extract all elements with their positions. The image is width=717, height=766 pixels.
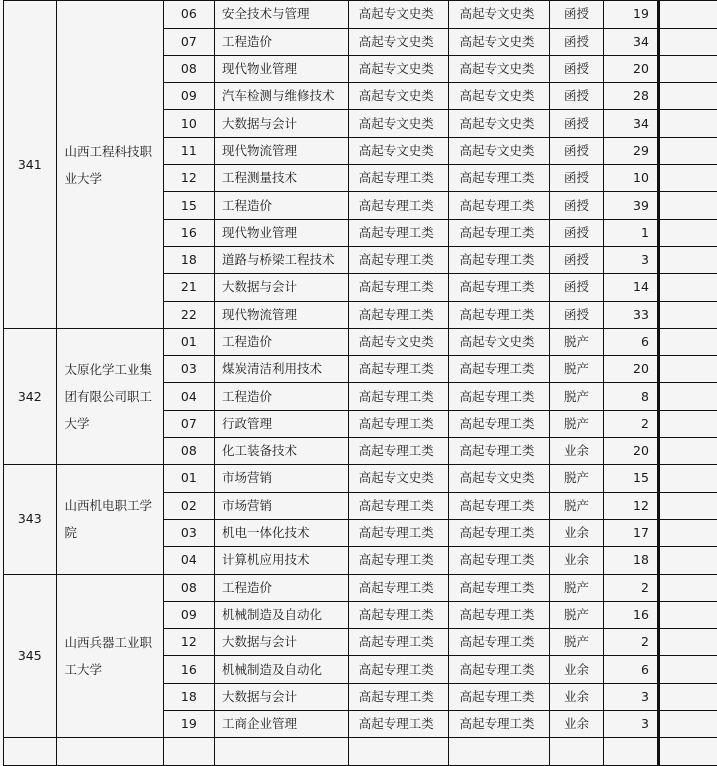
exam-category-cell: 高起专文史类 (449, 55, 550, 82)
major-name-cell: 安全技术与管理 (215, 1, 349, 28)
remarks-cell (658, 192, 717, 219)
study-mode-cell: 业余 (550, 683, 604, 710)
major-name-cell: 市场营销 (215, 492, 349, 519)
cell (658, 738, 717, 765)
major-name-cell: 大数据与会计 (215, 629, 349, 656)
category-cell: 高起专文史类 (348, 328, 449, 355)
category-cell: 高起专理工类 (348, 410, 449, 437)
remarks-cell (658, 547, 717, 574)
major-name-cell: 工程测量技术 (215, 165, 349, 192)
plan-count-cell: 19 (603, 1, 658, 28)
remarks-cell (658, 519, 717, 546)
cell (449, 738, 550, 765)
plan-count-cell: 1 (603, 219, 658, 246)
exam-category-cell: 高起专理工类 (449, 410, 550, 437)
major-name-cell: 机电一体化技术 (215, 519, 349, 546)
exam-category-cell: 高起专理工类 (449, 301, 550, 328)
major-code-cell: 18 (163, 683, 214, 710)
category-cell: 高起专理工类 (348, 601, 449, 628)
remarks-cell (658, 711, 717, 738)
exam-category-cell: 高起专文史类 (449, 465, 550, 492)
category-cell: 高起专理工类 (348, 274, 449, 301)
category-cell: 高起专理工类 (348, 519, 449, 546)
exam-category-cell: 高起专理工类 (449, 711, 550, 738)
exam-category-cell: 高起专理工类 (449, 547, 550, 574)
category-cell: 高起专文史类 (348, 55, 449, 82)
major-code-cell: 03 (163, 519, 214, 546)
exam-category-cell: 高起专理工类 (449, 356, 550, 383)
remarks-cell (658, 328, 717, 355)
exam-category-cell: 高起专文史类 (449, 1, 550, 28)
exam-category-cell: 高起专理工类 (449, 274, 550, 301)
major-code-cell: 21 (163, 274, 214, 301)
plan-count-cell: 39 (603, 192, 658, 219)
remarks-cell (658, 165, 717, 192)
study-mode-cell: 脱产 (550, 383, 604, 410)
major-name-cell: 汽车检测与维修技术 (215, 83, 349, 110)
category-cell: 高起专文史类 (348, 28, 449, 55)
school-name-cell: 山西工程科技职业大学 (56, 1, 163, 329)
category-cell: 高起专理工类 (348, 547, 449, 574)
major-code-cell: 04 (163, 547, 214, 574)
major-name-cell: 市场营销 (215, 465, 349, 492)
remarks-cell (658, 492, 717, 519)
study-mode-cell: 函授 (550, 165, 604, 192)
school-code-cell: 341 (4, 1, 57, 329)
plan-count-cell: 28 (603, 83, 658, 110)
major-name-cell: 大数据与会计 (215, 110, 349, 137)
table-row (4, 1, 717, 28)
category-cell: 高起专理工类 (348, 246, 449, 273)
plan-count-cell: 18 (603, 547, 658, 574)
plan-count-cell: 6 (603, 656, 658, 683)
plan-count-cell: 8 (603, 383, 658, 410)
study-mode-cell: 脱产 (550, 410, 604, 437)
major-name-cell: 工程造价 (215, 192, 349, 219)
study-mode-cell: 业余 (550, 547, 604, 574)
major-name-cell: 大数据与会计 (215, 683, 349, 710)
category-cell: 高起专理工类 (348, 219, 449, 246)
exam-category-cell: 高起专理工类 (449, 246, 550, 273)
study-mode-cell: 函授 (550, 110, 604, 137)
plan-count-cell: 33 (603, 301, 658, 328)
major-code-cell: 01 (163, 465, 214, 492)
cell (215, 738, 349, 765)
major-code-cell: 04 (163, 383, 214, 410)
remarks-cell (658, 83, 717, 110)
major-code-cell: 15 (163, 192, 214, 219)
cell (348, 738, 449, 765)
category-cell: 高起专理工类 (348, 683, 449, 710)
remarks-cell (658, 410, 717, 437)
plan-count-cell: 2 (603, 410, 658, 437)
exam-category-cell: 高起专理工类 (449, 219, 550, 246)
exam-category-cell: 高起专理工类 (449, 438, 550, 465)
cell (4, 738, 57, 765)
table-row (4, 465, 717, 492)
study-mode-cell: 函授 (550, 28, 604, 55)
exam-category-cell: 高起专理工类 (449, 656, 550, 683)
category-cell: 高起专文史类 (348, 137, 449, 164)
major-name-cell: 现代物业管理 (215, 55, 349, 82)
major-code-cell: 09 (163, 83, 214, 110)
major-name-cell: 计算机应用技术 (215, 547, 349, 574)
school-name-cell: 山西兵器工业职工大学 (56, 574, 163, 738)
study-mode-cell: 业余 (550, 656, 604, 683)
major-name-cell: 行政管理 (215, 410, 349, 437)
major-code-cell: 08 (163, 55, 214, 82)
major-code-cell: 06 (163, 1, 214, 28)
major-name-cell: 现代物流管理 (215, 301, 349, 328)
cell (56, 738, 163, 765)
study-mode-cell: 脱产 (550, 356, 604, 383)
major-code-cell: 03 (163, 356, 214, 383)
plan-count-cell: 3 (603, 683, 658, 710)
major-code-cell: 12 (163, 165, 214, 192)
study-mode-cell: 脱产 (550, 574, 604, 601)
remarks-cell (658, 28, 717, 55)
plan-count-cell: 34 (603, 110, 658, 137)
category-cell: 高起专理工类 (348, 356, 449, 383)
study-mode-cell: 脱产 (550, 492, 604, 519)
major-code-cell: 01 (163, 328, 214, 355)
major-code-cell: 10 (163, 110, 214, 137)
study-mode-cell: 业余 (550, 519, 604, 546)
major-code-cell: 22 (163, 301, 214, 328)
study-mode-cell: 脱产 (550, 601, 604, 628)
table-row (4, 574, 717, 601)
study-mode-cell: 脱产 (550, 629, 604, 656)
study-mode-cell: 函授 (550, 274, 604, 301)
major-name-cell: 机械制造及自动化 (215, 601, 349, 628)
exam-category-cell: 高起专文史类 (449, 110, 550, 137)
exam-category-cell: 高起专文史类 (449, 83, 550, 110)
remarks-cell (658, 438, 717, 465)
plan-count-cell: 15 (603, 465, 658, 492)
exam-category-cell: 高起专理工类 (449, 519, 550, 546)
exam-category-cell: 高起专文史类 (449, 137, 550, 164)
school-code-cell: 345 (4, 574, 57, 738)
major-name-cell: 煤炭清洁利用技术 (215, 356, 349, 383)
major-name-cell: 工程造价 (215, 383, 349, 410)
study-mode-cell: 业余 (550, 711, 604, 738)
category-cell: 高起专理工类 (348, 165, 449, 192)
study-mode-cell: 函授 (550, 301, 604, 328)
school-code-cell: 343 (4, 465, 57, 574)
exam-category-cell: 高起专文史类 (449, 28, 550, 55)
remarks-cell (658, 683, 717, 710)
major-code-cell: 16 (163, 656, 214, 683)
remarks-cell (658, 629, 717, 656)
enrollment-table-container (3, 0, 717, 766)
major-name-cell: 机械制造及自动化 (215, 656, 349, 683)
major-name-cell: 工商企业管理 (215, 711, 349, 738)
exam-category-cell: 高起专理工类 (449, 383, 550, 410)
major-name-cell: 工程造价 (215, 28, 349, 55)
major-name-cell: 现代物流管理 (215, 137, 349, 164)
school-name-cell: 太原化学工业集团有限公司职工大学 (56, 328, 163, 464)
enrollment-plan-table (3, 0, 717, 766)
cell (603, 738, 658, 765)
plan-count-cell: 3 (603, 246, 658, 273)
plan-count-cell: 29 (603, 137, 658, 164)
major-name-cell: 化工装备技术 (215, 438, 349, 465)
plan-count-cell: 6 (603, 328, 658, 355)
study-mode-cell: 函授 (550, 246, 604, 273)
major-code-cell: 18 (163, 246, 214, 273)
exam-category-cell: 高起专理工类 (449, 601, 550, 628)
plan-count-cell: 34 (603, 28, 658, 55)
exam-category-cell: 高起专理工类 (449, 492, 550, 519)
category-cell: 高起专理工类 (348, 656, 449, 683)
study-mode-cell: 函授 (550, 137, 604, 164)
remarks-cell (658, 383, 717, 410)
major-code-cell: 02 (163, 492, 214, 519)
exam-category-cell: 高起专文史类 (449, 328, 550, 355)
major-code-cell: 11 (163, 137, 214, 164)
school-name-cell: 山西机电职工学院 (56, 465, 163, 574)
remarks-cell (658, 110, 717, 137)
remarks-cell (658, 55, 717, 82)
major-name-cell: 工程造价 (215, 328, 349, 355)
major-code-cell: 07 (163, 410, 214, 437)
table-row-next (4, 738, 717, 765)
plan-count-cell: 10 (603, 165, 658, 192)
study-mode-cell: 脱产 (550, 328, 604, 355)
major-code-cell: 07 (163, 28, 214, 55)
plan-count-cell: 14 (603, 274, 658, 301)
category-cell: 高起专文史类 (348, 110, 449, 137)
major-code-cell: 12 (163, 629, 214, 656)
exam-category-cell: 高起专理工类 (449, 629, 550, 656)
plan-count-cell: 20 (603, 438, 658, 465)
remarks-cell (658, 656, 717, 683)
cell (163, 738, 214, 765)
category-cell: 高起专理工类 (348, 301, 449, 328)
plan-count-cell: 20 (603, 356, 658, 383)
major-code-cell: 19 (163, 711, 214, 738)
exam-category-cell: 高起专理工类 (449, 165, 550, 192)
plan-count-cell: 17 (603, 519, 658, 546)
major-name-cell: 大数据与会计 (215, 274, 349, 301)
plan-count-cell: 2 (603, 574, 658, 601)
remarks-cell (658, 301, 717, 328)
major-name-cell: 工程造价 (215, 574, 349, 601)
category-cell: 高起专理工类 (348, 438, 449, 465)
category-cell: 高起专文史类 (348, 465, 449, 492)
remarks-cell (658, 1, 717, 28)
remarks-cell (658, 465, 717, 492)
plan-count-cell: 16 (603, 601, 658, 628)
study-mode-cell: 函授 (550, 192, 604, 219)
major-code-cell: 09 (163, 601, 214, 628)
category-cell: 高起专理工类 (348, 383, 449, 410)
category-cell: 高起专理工类 (348, 711, 449, 738)
study-mode-cell: 函授 (550, 83, 604, 110)
study-mode-cell: 函授 (550, 1, 604, 28)
major-code-cell: 08 (163, 438, 214, 465)
remarks-cell (658, 356, 717, 383)
school-code-cell: 342 (4, 328, 57, 464)
cell (550, 738, 604, 765)
study-mode-cell: 脱产 (550, 465, 604, 492)
category-cell: 高起专文史类 (348, 1, 449, 28)
remarks-cell (658, 137, 717, 164)
table-body (4, 0, 717, 765)
exam-category-cell: 高起专理工类 (449, 683, 550, 710)
plan-count-cell: 3 (603, 711, 658, 738)
category-cell: 高起专理工类 (348, 629, 449, 656)
category-cell: 高起专文史类 (348, 83, 449, 110)
table-row (4, 328, 717, 355)
remarks-cell (658, 246, 717, 273)
category-cell: 高起专理工类 (348, 192, 449, 219)
study-mode-cell: 函授 (550, 219, 604, 246)
remarks-cell (658, 574, 717, 601)
major-code-cell: 08 (163, 574, 214, 601)
plan-count-cell: 20 (603, 55, 658, 82)
study-mode-cell: 业余 (550, 438, 604, 465)
plan-count-cell: 12 (603, 492, 658, 519)
exam-category-cell: 高起专理工类 (449, 192, 550, 219)
plan-count-cell: 2 (603, 629, 658, 656)
remarks-cell (658, 219, 717, 246)
major-code-cell: 16 (163, 219, 214, 246)
category-cell: 高起专理工类 (348, 574, 449, 601)
remarks-cell (658, 601, 717, 628)
study-mode-cell: 函授 (550, 55, 604, 82)
category-cell: 高起专理工类 (348, 492, 449, 519)
exam-category-cell: 高起专理工类 (449, 574, 550, 601)
major-name-cell: 现代物业管理 (215, 219, 349, 246)
major-name-cell: 道路与桥梁工程技术 (215, 246, 349, 273)
remarks-cell (658, 274, 717, 301)
